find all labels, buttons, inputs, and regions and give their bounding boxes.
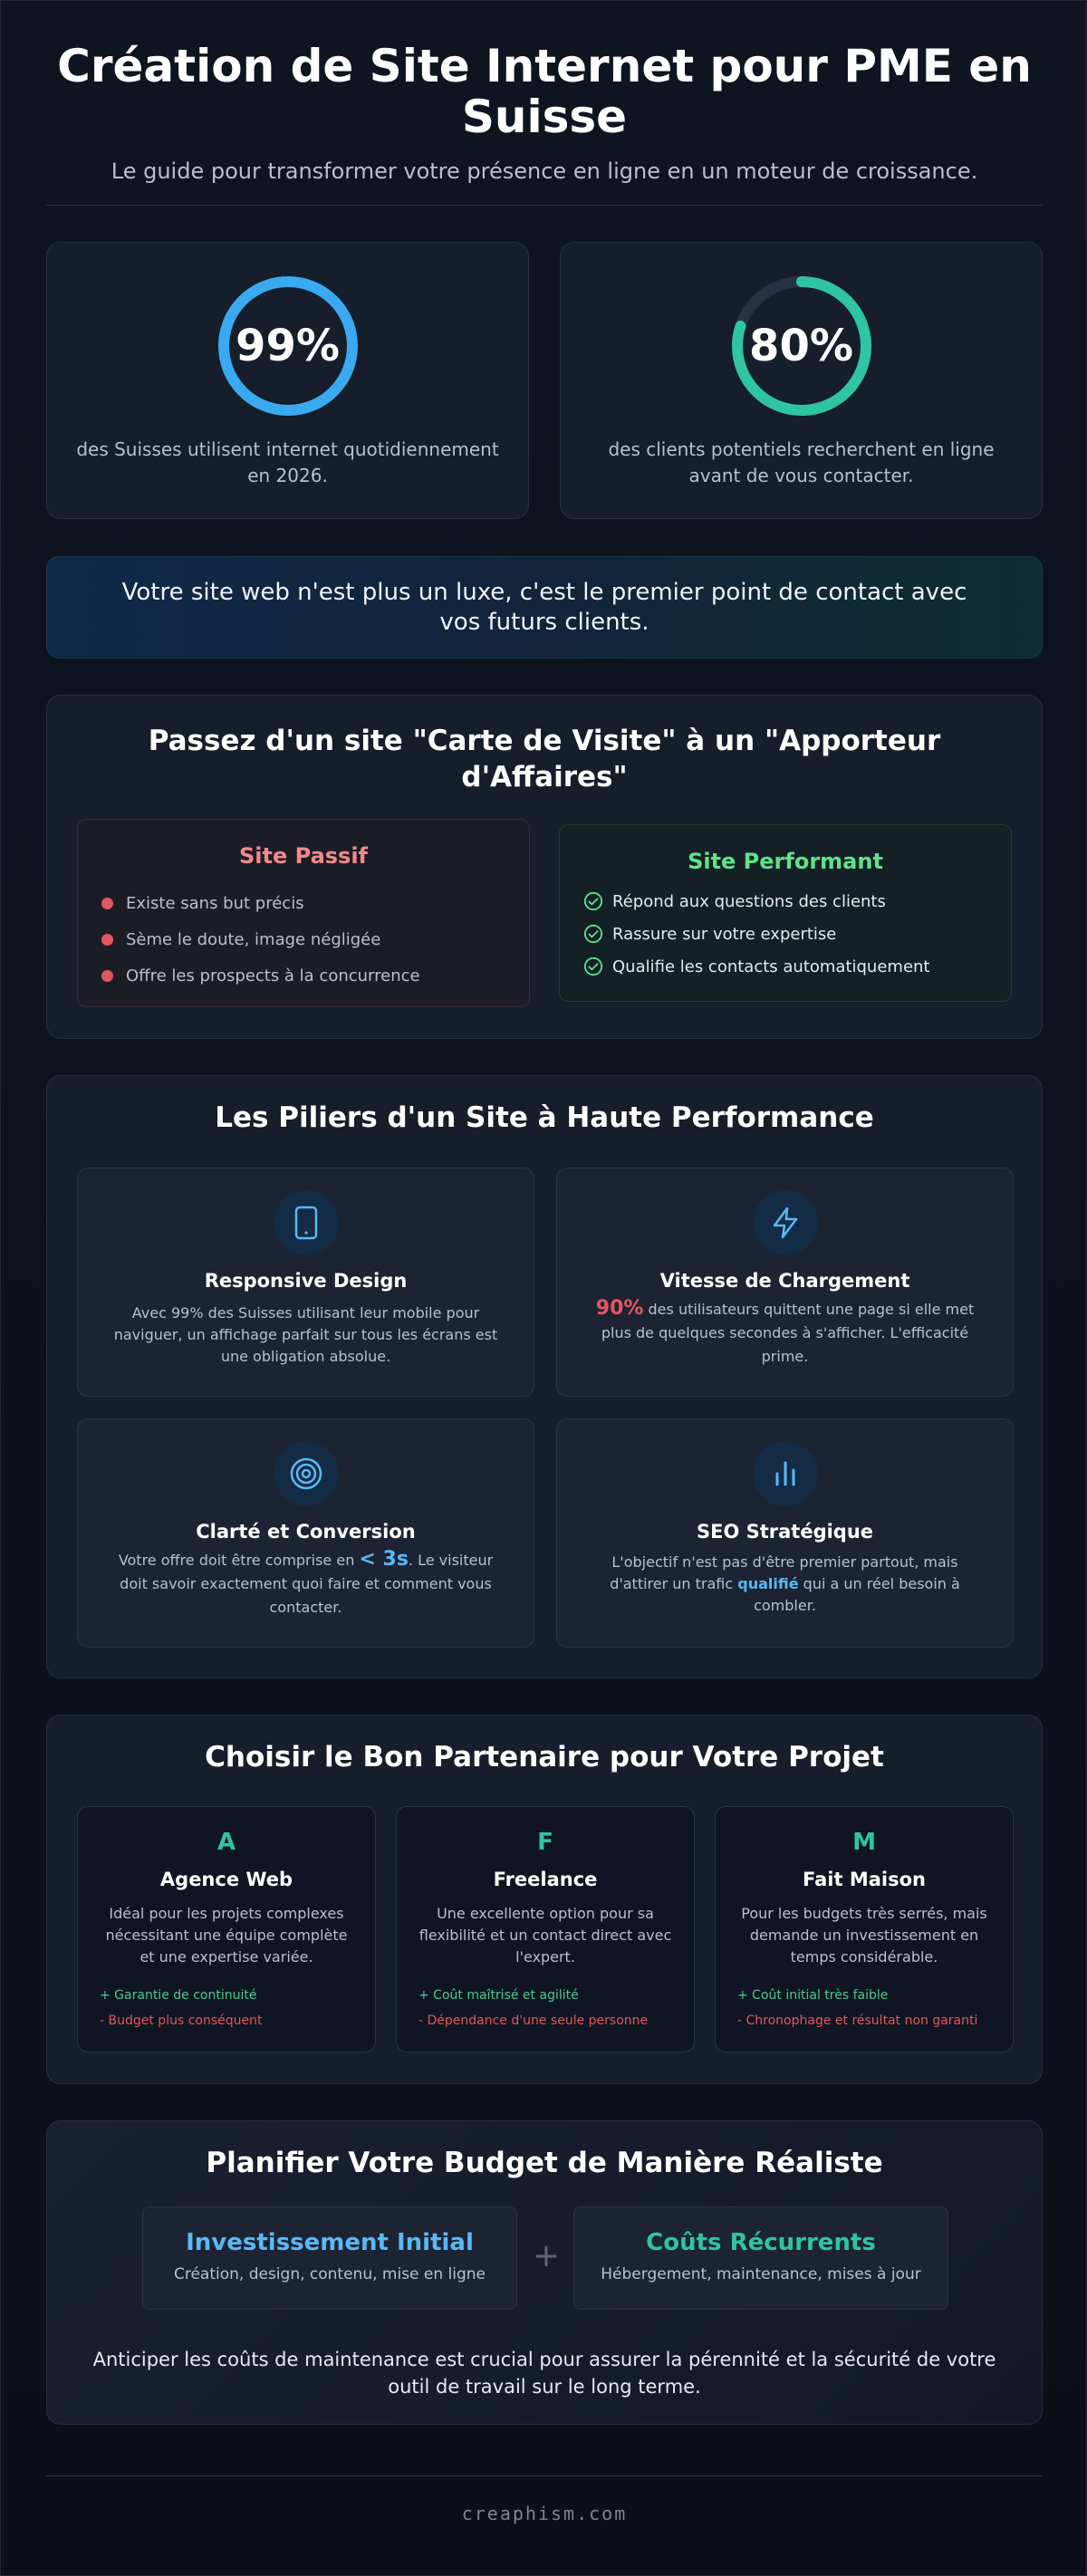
check-circle-icon <box>583 891 603 911</box>
stat-card-online-search <box>560 242 1043 519</box>
partner-letter: F <box>537 1829 553 1856</box>
partner-description: Pour les budgets très serrés, mais demande un investissement en temps considérable. <box>741 1905 987 1966</box>
page-title: Création de Site Internet pour PME en Suisse <box>57 40 1032 143</box>
stat-value: 80% <box>749 321 853 371</box>
pillar-title: Vitesse de Chargement <box>659 1270 910 1292</box>
pillar-card-speed <box>556 1168 1014 1397</box>
footer-divider <box>46 2475 1043 2476</box>
partner-con: - Dépendance d'une seule personne <box>418 2014 649 2028</box>
highlight-value: < 3s <box>359 1548 409 1571</box>
list-item <box>583 950 1011 983</box>
plus-icon: + <box>532 2237 561 2274</box>
check-circle-icon <box>583 956 603 976</box>
pillar-icon-wrap <box>274 1190 339 1255</box>
partner-name: Freelance <box>493 1869 598 1890</box>
list-item-label: Offre les prospects à la concurrence <box>126 966 420 985</box>
pillar-icon-wrap <box>753 1441 818 1506</box>
page-subtitle: Le guide pour transformer votre présence en ligne en un moteur de croissance. <box>111 159 978 184</box>
budget-initial-desc: Création, design, contenu, mise en ligne <box>173 2265 486 2283</box>
pillar-card-clarity <box>77 1418 534 1648</box>
stat-description: des Suisses utilisent internet quotidiennement en 2026. <box>76 438 499 486</box>
list-item <box>101 885 529 921</box>
partner-con: - Chronophage et résultat non garanti <box>737 2014 978 2028</box>
pillar-title: SEO Stratégique <box>696 1521 874 1543</box>
list-item-label: Existe sans but précis <box>126 893 304 913</box>
performant-site-title: Site Performant <box>688 849 883 874</box>
partner-card-agency <box>77 1806 376 2052</box>
partner-name: Agence Web <box>159 1869 293 1890</box>
partner-letter: M <box>852 1829 876 1856</box>
stat-value-wrap <box>729 274 874 418</box>
partner-card-diy <box>715 1806 1014 2052</box>
stat-card-internet-usage <box>46 242 529 519</box>
lightning-bolt-icon <box>769 1206 802 1240</box>
partner-pro: + Coût maîtrisé et agilité <box>418 1988 579 2003</box>
partner-card-freelance <box>396 1806 695 2052</box>
list-item <box>101 957 529 994</box>
stat-description: des clients potentiels recherchent en ligne avant de vous contacter. <box>608 438 995 486</box>
pillar-text <box>590 1297 980 1369</box>
budget-section <box>46 2120 1043 2425</box>
pillar-text-body: des utilisateurs quittent une page si elle met plus de quelques secondes à s'afficher. L'efficacité prime. <box>601 1301 975 1365</box>
partner-description: Une excellente option pour sa flexibilité et un contact direct avec l'expert. <box>418 1905 672 1966</box>
bullet-dot-icon <box>101 934 113 946</box>
comparison-section <box>46 695 1043 1039</box>
bar-chart-icon <box>769 1457 802 1490</box>
footer-site-link[interactable]: creaphism.com <box>461 2503 628 2524</box>
key-message-banner: Votre site web n'est plus un luxe, c'est le premier point de contact avec vos futurs clients. <box>46 556 1043 658</box>
page-header <box>46 41 1043 184</box>
budget-recurring-title: Coûts Récurrents <box>646 2229 876 2256</box>
budget-note: Anticiper les coûts de maintenance est crucial pour assurer la pérennité et la sécurité de votre outil de travail sur le long terme. <box>92 2349 996 2398</box>
comparison-title: Passez d'un site "Carte de Visite" à un "Apporteur d'Affaires" <box>148 725 941 793</box>
pillar-title: Responsive Design <box>204 1270 408 1292</box>
header-divider <box>46 205 1043 206</box>
partner-pro: + Garantie de continuité <box>100 1988 257 2003</box>
pillar-text-end: qui a un réel besoin à combler. <box>754 1575 960 1614</box>
budget-title: Planifier Votre Budget de Manière Réaliste <box>206 2147 883 2179</box>
budget-initial-title: Investissement Initial <box>186 2229 474 2256</box>
pillar-text <box>111 1548 501 1620</box>
passive-site-title: Site Passif <box>239 843 368 869</box>
list-item <box>583 918 1011 950</box>
partner-pro: + Coût initial très faible <box>737 1988 889 2003</box>
list-item-label: Répond aux questions des clients <box>612 891 886 911</box>
pillar-text-start: L'objectif n'est pas d'être premier partout, mais d'attirer un trafic <box>610 1553 958 1592</box>
pillar-card-seo <box>556 1418 1014 1648</box>
bullet-dot-icon <box>101 970 113 982</box>
pillar-text: Avec 99% des Suisses utilisant leur mobile pour naviguer, un affichage parfait sur tous les écrans est une obligation absolue. <box>113 1304 498 1365</box>
stat-value-wrap <box>216 274 361 418</box>
pillars-section <box>46 1075 1043 1678</box>
list-item-label: Rassure sur votre expertise <box>612 924 837 944</box>
pillars-title: Les Piliers d'un Site à Haute Performance <box>215 1101 874 1134</box>
pillar-text-end: . Le visiteur doit savoir exactement quoi faire et comment vous contacter. <box>120 1552 494 1616</box>
pillar-text <box>590 1552 980 1617</box>
partner-name: Fait Maison <box>803 1869 926 1890</box>
pillar-text-start: Votre offre doit être comprise en <box>118 1552 360 1569</box>
list-item-label: Qualifie les contacts automatiquement <box>612 956 930 976</box>
performant-site-panel <box>559 824 1012 1002</box>
partners-title: Choisir le Bon Partenaire pour Votre Projet <box>205 1741 884 1773</box>
budget-recurring-desc: Hébergement, maintenance, mises à jour <box>601 2265 921 2283</box>
list-item <box>583 885 1011 918</box>
list-item-label: Sème le doute, image négligée <box>126 929 381 949</box>
target-icon <box>288 1456 324 1492</box>
highlight-value: qualifié <box>737 1575 799 1592</box>
list-item <box>101 921 529 957</box>
partner-con: - Budget plus conséquent <box>100 2014 263 2028</box>
check-circle-icon <box>583 924 603 944</box>
passive-site-panel <box>77 819 530 1007</box>
mobile-phone-icon <box>293 1206 320 1240</box>
bullet-dot-icon <box>101 898 113 909</box>
partner-description: Idéal pour les projets complexes nécessitant une équipe complète et une expertise variée. <box>105 1905 348 1966</box>
pillar-icon-wrap <box>274 1441 339 1506</box>
pillar-card-responsive <box>77 1168 534 1397</box>
partners-section <box>46 1715 1043 2084</box>
budget-initial-box <box>142 2206 517 2310</box>
pillar-title: Clarté et Conversion <box>196 1521 416 1543</box>
partner-letter: A <box>216 1829 236 1856</box>
stat-value: 99% <box>236 321 340 371</box>
budget-recurring-box <box>573 2206 948 2310</box>
pillar-icon-wrap <box>753 1190 818 1255</box>
highlight-value: 90% <box>595 1297 644 1320</box>
